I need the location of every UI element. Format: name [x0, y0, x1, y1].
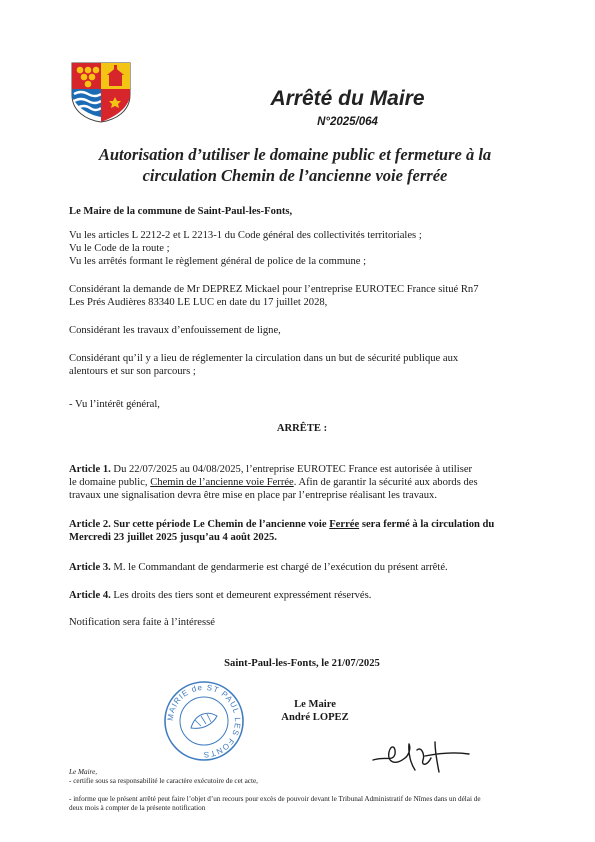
article-2-dates: Mercredi 23 juillet 2025 jusqu’au 4 août 2025.	[69, 532, 277, 543]
considerant-circulation	[69, 352, 535, 378]
article-2	[69, 518, 535, 544]
article-1	[69, 463, 535, 502]
vu-item-3: Vu les arrêtés formant le règlement général de police de la commune ;	[69, 256, 367, 267]
article-3	[69, 561, 535, 574]
article-1-road-name: Chemin de l’ancienne voie Ferrée	[150, 477, 294, 488]
signatory-name: André LOPEZ	[281, 712, 349, 723]
considerant-circulation-line-2: alentours et sur son parcours ;	[69, 366, 196, 377]
notification-line: Notification sera faite à l’intéressé	[69, 617, 215, 628]
footer-line-1: - certifie sous sa responsabilité le caractère exécutoire de cet acte,	[69, 777, 258, 785]
article-1-text-2: le domaine public,	[69, 477, 151, 488]
article-4	[69, 589, 535, 602]
considerant-circulation-line-1: Considérant qu’il y a lieu de réglementer la circulation dans un but de sécurité publique aux	[69, 353, 459, 364]
article-1-text-3: . Afin de garantir la sécurité aux abords des	[293, 477, 478, 488]
article-1-text: Du 22/07/2025 au 04/08/2025, l’entreprise EUROTEC France est autorisée à utiliser	[110, 464, 473, 475]
interet-general: - Vu l’intérêt général,	[69, 399, 160, 410]
article-2-text: Sur cette période Le Chemin de l’ancienne voie	[110, 519, 330, 530]
article-4-label: Article 4.	[69, 590, 111, 601]
article-4-text: Les droits des tiers sont et demeurent expressément réservés.	[110, 590, 372, 601]
article-2-label: Article 2.	[69, 519, 111, 530]
considerant-travaux: Considérant les travaux d’enfouissement de ligne,	[69, 325, 281, 336]
footer-line-2b: deux mois à compter de la présente notification	[69, 804, 206, 812]
signatory	[240, 698, 390, 724]
vu-list	[69, 229, 535, 268]
considerant-demande-line-2: Les Prés Audières 83340 LE LUC en date du 17 juillet 2028,	[69, 297, 328, 308]
vu-item-2: Vu le Code de la route ;	[69, 243, 170, 254]
page-title: Arrêté du Maire	[270, 87, 425, 110]
svg-text:MAIRIE de ST PAUL LES FONTS: MAIRIE de ST PAUL LES FONTS	[165, 682, 243, 760]
subject-line-2: circulation Chemin de l’ancienne voie ferrée	[142, 166, 448, 185]
intro-line: Le Maire de la commune de Saint-Paul-les-Fonts,	[69, 206, 293, 217]
signatory-role: Le Maire	[294, 699, 336, 710]
article-2-text-2: sera fermé à la circulation du	[359, 519, 495, 530]
article-1-label: Article 1.	[69, 464, 111, 475]
arrete-heading: ARRÊTE :	[276, 423, 328, 434]
town-hall-stamp	[163, 680, 245, 762]
footer-line-2a: - informe que le présent arrêté peut faire l’objet d’un recours pour excès de pouvoir devant le Tribunal Administratif de Nîmes dans un délai de	[69, 795, 481, 803]
article-3-text: M. le Commandant de gendarmerie est chargé de l’exécution du présent arrêté.	[110, 562, 448, 573]
footer-heading: Le Maire,	[69, 768, 98, 776]
decree-subject	[60, 144, 530, 186]
place-date: Saint-Paul-les-Fonts, le 21/07/2025	[224, 658, 380, 669]
considerant-demande-line-1: Considérant la demande de Mr DEPREZ Mickael pour l’entreprise EUROTEC France situé Rn7	[69, 284, 479, 295]
vu-item-1: Vu les articles L 2212-2 et L 2213-1 du Code général des collectivités territoriales ;	[69, 230, 422, 241]
article-1-text-4: travaux une signalisation devra être mise en place par l’entreprise réalisant les travaux.	[69, 490, 437, 501]
article-2-road-name: Ferrée	[329, 519, 360, 530]
article-3-label: Article 3.	[69, 562, 111, 573]
subject-line-1: Autorisation d’utiliser le domaine public et fermeture à la	[98, 145, 492, 164]
decree-number: N°2025/064	[317, 116, 378, 128]
footer-notes	[69, 768, 539, 813]
considerant-demande	[69, 283, 535, 309]
